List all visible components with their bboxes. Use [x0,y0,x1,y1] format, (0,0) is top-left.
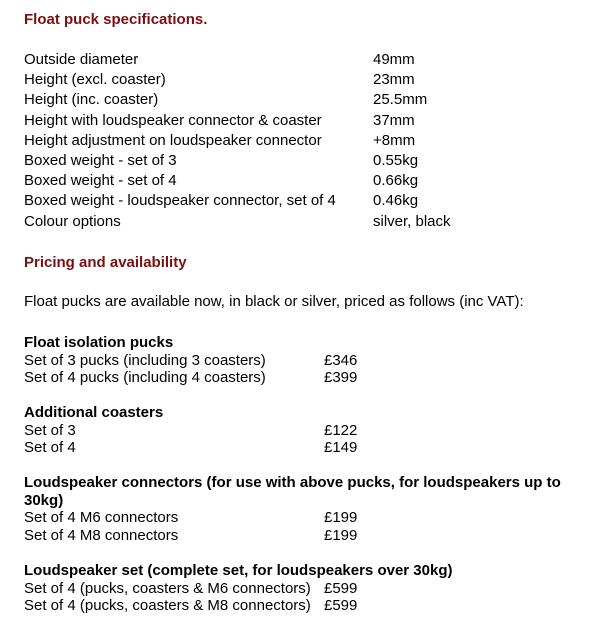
spec-row-height-inc-coaster [24,90,451,110]
price-label: Set of 4 [24,439,76,456]
spec-row-height-with-connector [24,111,451,131]
price-row [24,527,357,545]
spec-value: 0.66kg [373,172,419,190]
spec-value: 0.55kg [373,152,419,170]
price-value: £122 [324,421,358,439]
spec-label: Boxed weight - loudspeaker connector, set of 4 [24,192,336,210]
price-label: Set of 4 M6 connectors [24,509,179,526]
spec-label: Height adjustment on loudspeaker connector [24,131,322,149]
spec-row-colour-options [24,212,451,232]
spec-row-boxed-weight-set-3 [24,151,451,171]
price-table [24,352,357,387]
price-group-title: Float isolation pucks [24,334,174,351]
price-value: £399 [324,369,358,386]
price-table [24,509,357,544]
spec-row-height-adjustment [24,131,451,151]
price-label: Set of 4 (pucks, coasters & M6 connectors) [24,579,311,597]
price-row [24,580,357,598]
price-row [24,352,357,370]
spec-value: 49mm [373,51,415,68]
price-label: Set of 4 (pucks, coasters & M8 connectors) [24,597,311,614]
price-group-additional-coasters [24,404,584,457]
price-value: £199 [324,526,358,544]
spec-row-boxed-weight-connector [24,191,451,211]
price-value: £346 [324,351,358,369]
price-group-title: Loudspeaker set (complete set, for loudspeakers over 30kg) [24,562,453,579]
price-label: Set of 3 pucks (including 3 coasters) [24,351,266,369]
specifications-heading: Float puck specifications. [24,11,208,28]
price-value: £599 [324,579,358,597]
spec-value: 23mm [373,71,415,89]
price-row [24,597,357,615]
price-group-title: Additional coasters [24,404,164,421]
spec-row-boxed-weight-set-4 [24,171,451,191]
price-label: Set of 4 M8 connectors [24,526,179,544]
spec-value: 0.46kg [373,192,419,210]
spec-value: silver, black [373,212,451,230]
spec-label: Height (excl. coaster) [24,71,166,89]
spec-value: +8mm [373,131,416,149]
price-row [24,439,357,457]
pricing-heading: Pricing and availability [24,254,187,271]
spec-value: 25.5mm [373,91,428,109]
price-table [24,580,357,615]
spec-row-height-excl-coaster [24,70,451,90]
price-group-loudspeaker-set [24,562,584,615]
spec-label: Height with loudspeaker connector & coaster [24,111,322,129]
price-value: £599 [324,597,358,614]
spec-label: Outside diameter [24,51,139,68]
specifications-table [24,50,451,232]
price-row [24,422,357,440]
price-label: Set of 4 pucks (including 4 coasters) [24,369,266,386]
price-table [24,422,357,457]
price-row [24,509,357,527]
spec-label: Colour options [24,212,121,230]
spec-label: Height (inc. coaster) [24,91,159,109]
price-group-loudspeaker-connectors [24,474,584,544]
price-group-isolation-pucks [24,334,584,387]
price-row [24,369,357,387]
price-value: £199 [324,509,358,526]
spec-row-outside-diameter [24,50,451,70]
price-label: Set of 3 [24,421,76,439]
spec-value: 37mm [373,111,415,129]
spec-label: Boxed weight - set of 3 [24,152,177,170]
price-group-title: Loudspeaker connectors (for use with above pucks, for loudspeakers up to 30kg) [24,474,561,509]
price-value: £149 [324,439,358,456]
pricing-intro: Float pucks are available now, in black or silver, priced as follows (inc VAT): [24,293,524,310]
spec-label: Boxed weight - set of 4 [24,172,177,190]
